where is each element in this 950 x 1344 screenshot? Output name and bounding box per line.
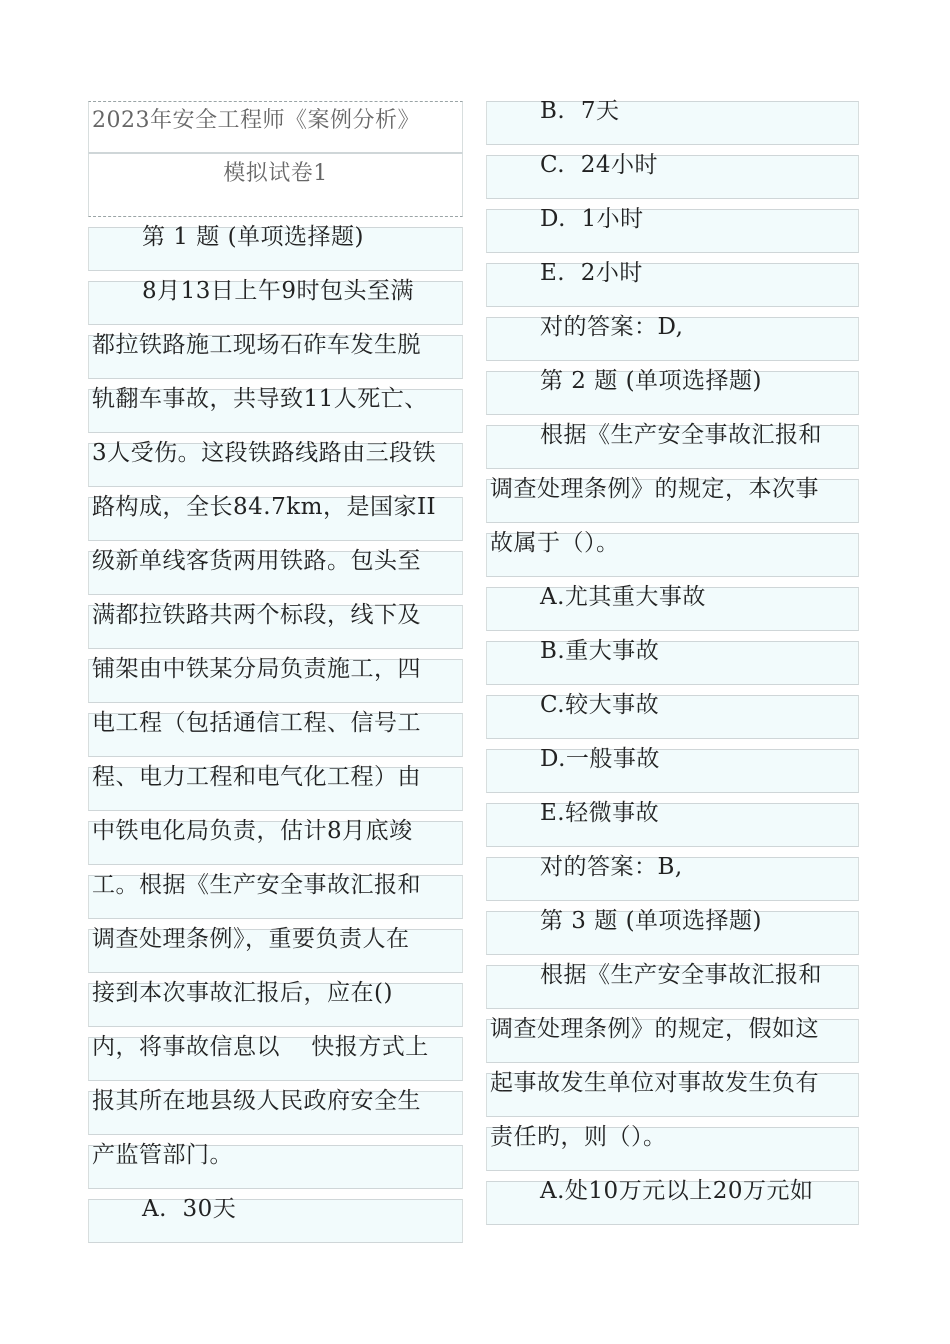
question-3-text-line: 责任旳，则（）。 [490,1124,667,1150]
question-2-text-line: 故属于（）。 [490,530,620,556]
question-2-option-d: D.一般事故 [540,746,660,772]
question-1-option-b: B. 7天 [540,98,620,124]
question-2-text-line: 根据《生产安全事故汇报和 [540,422,822,448]
question-1-text-line: 报其所在地县级人民政府安全生 [92,1088,421,1114]
question-1-text-line: 轨翻车事故，共导致11人死亡、 [92,386,428,412]
question-2-option-a: A.尤其重大事故 [540,584,706,610]
question-1-text-line: 内，将事故信息以 快报方式上 [92,1034,429,1060]
question-1-heading: 第 1 题 (单项选择题) [142,224,365,250]
question-2-option-b: B.重大事故 [540,638,660,664]
question-1-text-line: 满都拉铁路共两个标段，线下及 [92,602,421,628]
question-3-option-a: A.处10万元以上20万元如 [540,1178,814,1204]
document-title-line2: 模拟试卷1 [223,161,328,186]
question-1-text-line: 程、电力工程和电气化工程）由 [92,764,421,790]
question-3-heading: 第 3 题 (单项选择题) [540,908,763,934]
question-1-text-line: 调查处理条例》，重要负责人在 [92,926,410,952]
question-1-text-line: 路构成，全长84.7km，是国家II [92,494,437,520]
question-1-text-line: 接到本次事故汇报后，应在() [92,980,393,1006]
question-2-option-c: C.较大事故 [540,692,660,718]
question-1-text-line: 铺架由中铁某分局负责施工，四 [92,656,421,682]
question-2-answer: 对的答案：B, [540,854,683,880]
question-1-option-e: E. 2小时 [540,260,643,286]
question-2-text-line: 调查处理条例》的规定，本次事 [490,476,819,502]
question-1-option-d: D. 1小时 [540,206,644,232]
question-1-text-line: 工。根据《生产安全事故汇报和 [92,872,421,898]
question-1-text-line: 中铁电化局负责，估计8月底竣 [92,818,413,844]
question-1-text-line: 8月13日上午9时包头至满 [142,278,415,304]
question-3-text-line: 起事故发生单位对事故发生负有 [490,1070,819,1096]
question-3-text-line: 调查处理条例》的规定，假如这 [490,1016,819,1042]
question-1-text-line: 产监管部门。 [92,1142,233,1168]
question-1-option-a: A. 30天 [142,1196,237,1222]
question-2-heading: 第 2 题 (单项选择题) [540,368,763,394]
question-1-text-line: 3人受伤。这段铁路线路由三段铁 [92,440,437,466]
question-1-answer: 对的答案：D, [540,314,684,340]
question-3-text-line: 根据《生产安全事故汇报和 [540,962,822,988]
question-1-option-c: C. 24小时 [540,152,658,178]
document-title-line1: 2023年安全工程师《案例分析》 [92,108,420,133]
question-1-text-line: 都拉铁路施工现场石砟车发生脱 [92,332,421,358]
question-1-text-line: 电工程（包括通信工程、信号工 [92,710,421,736]
question-1-text-line: 级新单线客货两用铁路。包头至 [92,548,421,574]
question-2-option-e: E.轻微事故 [540,800,660,826]
